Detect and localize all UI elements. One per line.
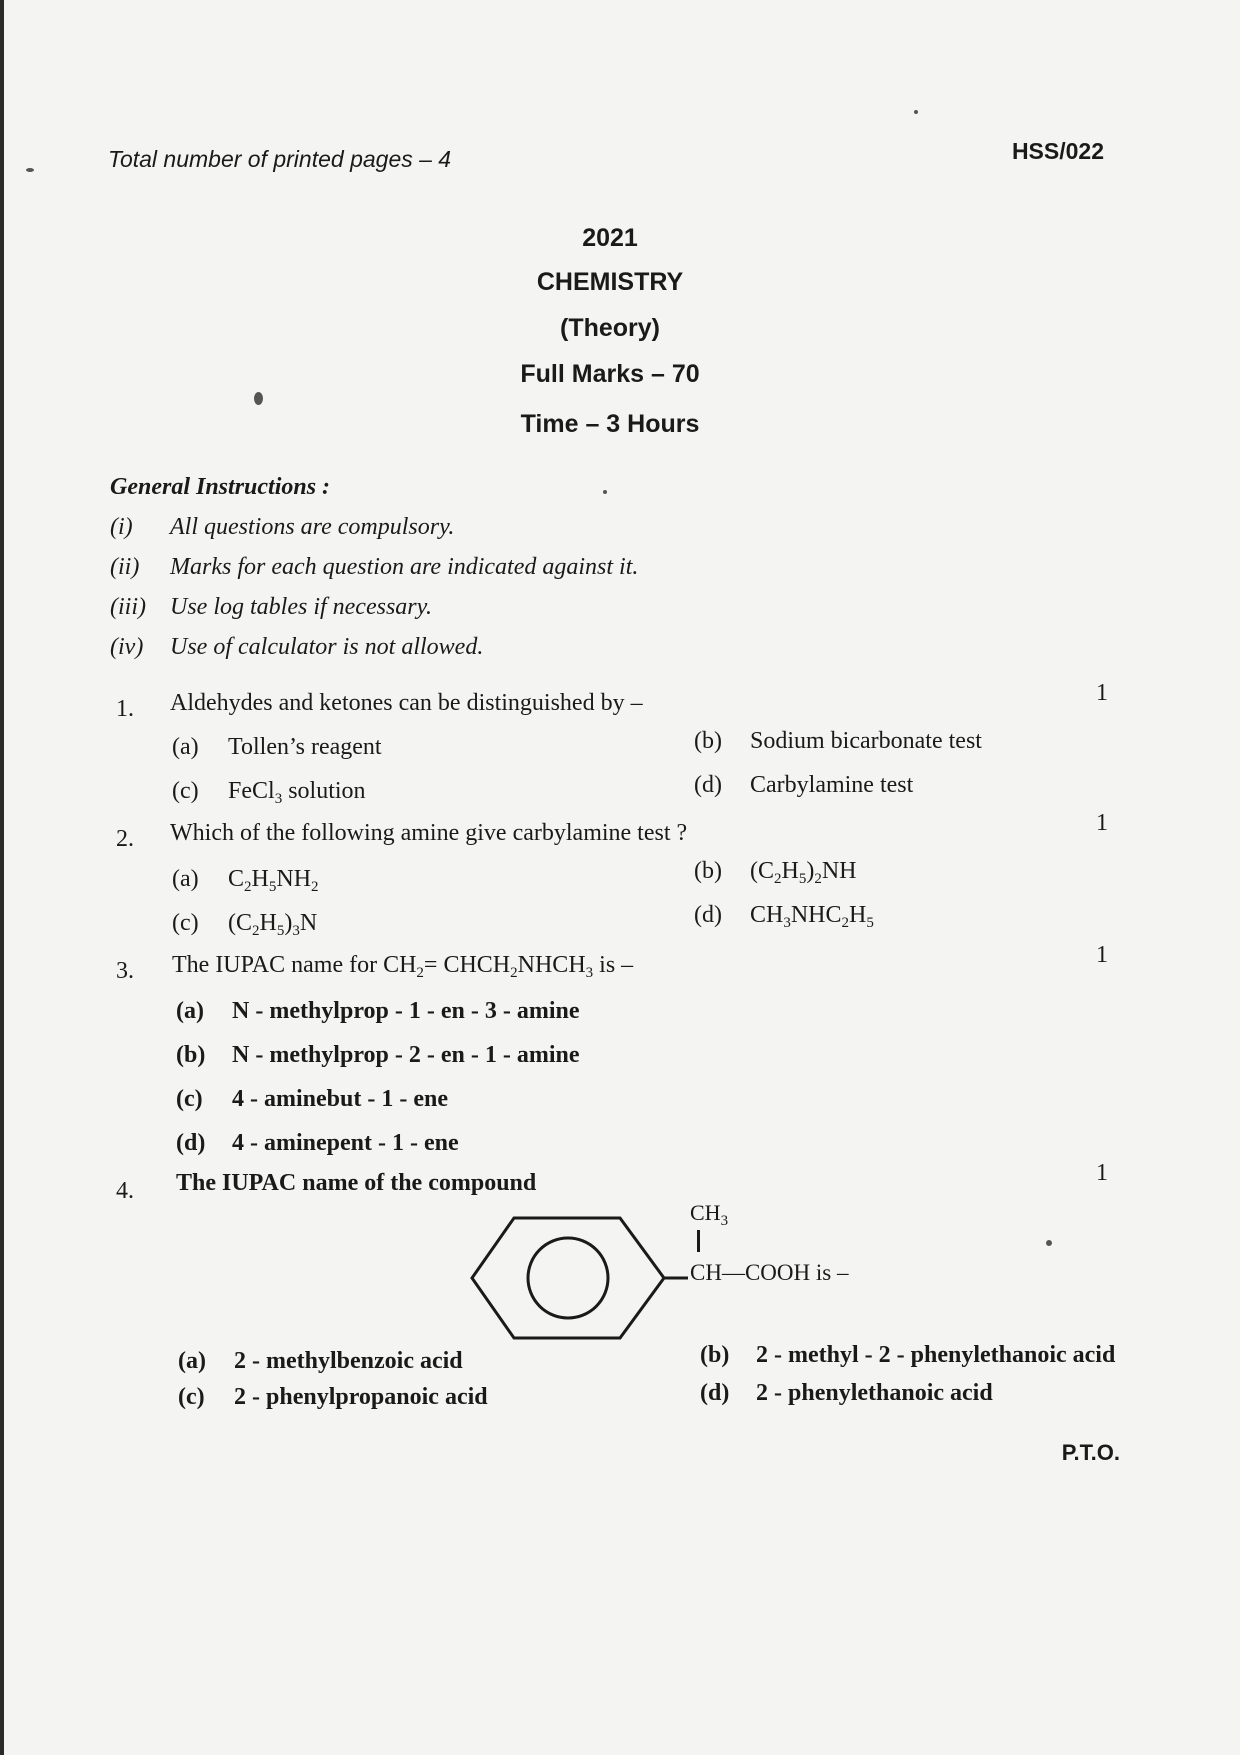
option-a [172,734,382,761]
option-c [176,1086,448,1113]
option-d [176,1130,459,1157]
question-number: 1. [116,696,134,722]
option-label: (b) [176,1042,206,1068]
instruction-item [110,554,638,581]
formula-part: (C [750,858,774,884]
option-text: N - methylprop - 1 - en - 3 - amine [232,998,580,1024]
scan-speck [914,110,918,114]
formula-part: N [299,910,318,936]
formula-part: H [259,910,277,936]
formula-subscript: 2 [244,879,252,895]
side-chain: CH—COOH is – [690,1260,849,1285]
question-text: Which of the following amine give carbylamine test ? [170,820,688,846]
scan-speck [26,168,34,172]
question-text [172,952,633,979]
formula-subscript: 5 [268,879,277,895]
instruction-text: All questions are compulsory. [170,514,455,540]
scan-edge [0,0,4,1755]
option-text: 2 - phenylpropanoic acid [234,1384,488,1410]
option-b [176,1042,580,1069]
formula-part: H [781,858,799,884]
formula-subscript: 2 [814,871,822,887]
question-text: The IUPAC name of the compound [176,1170,537,1196]
option-d [700,1380,993,1407]
option-a [176,998,580,1025]
option-label: (c) [176,1086,203,1112]
option-label: (a) [172,866,199,892]
formula-subscript: 5 [276,923,285,939]
benzene-ring-structure [470,1216,690,1340]
option-label: (d) [176,1130,206,1156]
option-text: 2 - phenylethanoic acid [756,1380,993,1406]
question-number: 4. [116,1178,134,1204]
exam-time: Time – 3 Hours [520,410,700,438]
formula-subscript: 2 [841,915,850,931]
formula-subscript: 2 [510,965,518,981]
option-label: (a) [172,734,199,760]
option-b [694,728,982,755]
scan-speck [603,490,607,494]
instruction-number: (ii) [110,554,140,580]
option-text: 4 - aminepent - 1 - ene [232,1130,459,1156]
formula-part: C [228,866,245,892]
text-part: NHCH [517,952,586,978]
instructions-heading: General Instructions : [110,474,331,500]
exam-paper-type: (Theory) [560,314,660,342]
option-label: (b) [700,1342,730,1368]
formula-subscript: 2 [774,871,782,887]
option-label: (a) [178,1348,206,1374]
formula-part: NHC [790,902,842,928]
question-number: 3. [116,958,134,984]
methyl-group [690,1200,729,1229]
option-label: (d) [694,772,722,798]
question-marks: 1 [1096,942,1108,968]
formula-subscript: 3 [292,923,300,939]
option-d [694,902,874,929]
formula-subscript: 5 [798,871,807,887]
text-part: is – [593,952,634,978]
option-text: 2 - methyl - 2 - phenylethanoic acid [756,1342,1116,1368]
instruction-number: (i) [110,514,133,540]
paper-code: HSS/022 [1011,138,1104,164]
option-text: 2 - methylbenzoic acid [234,1348,463,1374]
instruction-item [110,634,483,661]
option-label: (c) [178,1384,205,1410]
option-c [178,1384,488,1411]
question-marks: 1 [1096,1160,1108,1186]
formula-part: FeCl [228,778,275,804]
text-part: = CHCH [423,952,511,978]
instruction-item [110,514,454,541]
option-label: (c) [172,778,199,804]
benzene-aromatic-circle [528,1238,608,1318]
formula-part: CH [750,902,784,928]
formula-subscript: 2 [416,965,424,981]
question-marks: 1 [1096,680,1108,706]
instruction-text: Marks for each question are indicated against it. [170,554,639,580]
formula-subscript: 5 [866,915,874,931]
instruction-number: (iii) [110,594,146,620]
formula-part: solution [282,778,366,804]
option-label: (c) [172,910,199,936]
option-text: Carbylamine test [750,772,914,798]
benzene-hexagon [472,1218,664,1338]
exam-subject: CHEMISTRY [536,268,684,296]
question-text: Aldehydes and ketones can be distinguished by – [170,690,643,716]
option-d [694,772,913,799]
formula-subscript: 3 [585,965,594,981]
option-label: (b) [694,858,722,884]
exam-year: 2021 [582,224,638,252]
question-number: 2. [116,826,134,852]
formula-part: H [849,902,867,928]
formula-subscript: 2 [252,923,260,939]
option-c [172,778,366,805]
option-label: (d) [694,902,722,928]
formula-subscript: 3 [274,791,283,807]
full-marks: Full Marks – 70 [520,360,700,388]
option-label: (b) [694,728,722,754]
formula-part: ) [806,858,815,884]
option-a [178,1348,463,1375]
scan-speck [254,392,263,405]
formula-part: CH [690,1200,721,1225]
instruction-number: (iv) [110,634,144,660]
option-label: (d) [700,1380,730,1406]
option-text: Sodium bicarbonate test [750,728,982,754]
instruction-item [110,594,432,621]
formula-part: NH [821,858,857,884]
formula-subscript: 3 [720,1213,729,1229]
formula-part: H [251,866,269,892]
option-c [172,910,317,937]
methyl-bond [697,1230,700,1252]
option-text: N - methylprop - 2 - en - 1 - amine [232,1042,580,1068]
scan-speck [1046,1240,1052,1246]
option-a [172,866,319,893]
text-part: The IUPAC name for CH [172,952,417,978]
formula-subscript: 2 [311,879,319,895]
instruction-text: Use of calculator is not allowed. [170,634,484,660]
option-text: Tollen’s reagent [228,734,382,760]
pto-note: P.T.O. [1061,1440,1120,1465]
option-text: 4 - aminebut - 1 - ene [232,1086,448,1112]
printed-pages-note: Total number of printed pages – 4 [108,146,452,172]
instruction-text: Use log tables if necessary. [170,594,432,620]
formula-part: (C [228,910,252,936]
formula-subscript: 3 [783,915,791,931]
option-label: (a) [176,998,204,1024]
option-b [700,1342,1115,1369]
question-marks: 1 [1096,810,1108,836]
formula-part: ) [284,910,293,936]
option-b [694,858,857,885]
formula-part: NH [276,866,312,892]
